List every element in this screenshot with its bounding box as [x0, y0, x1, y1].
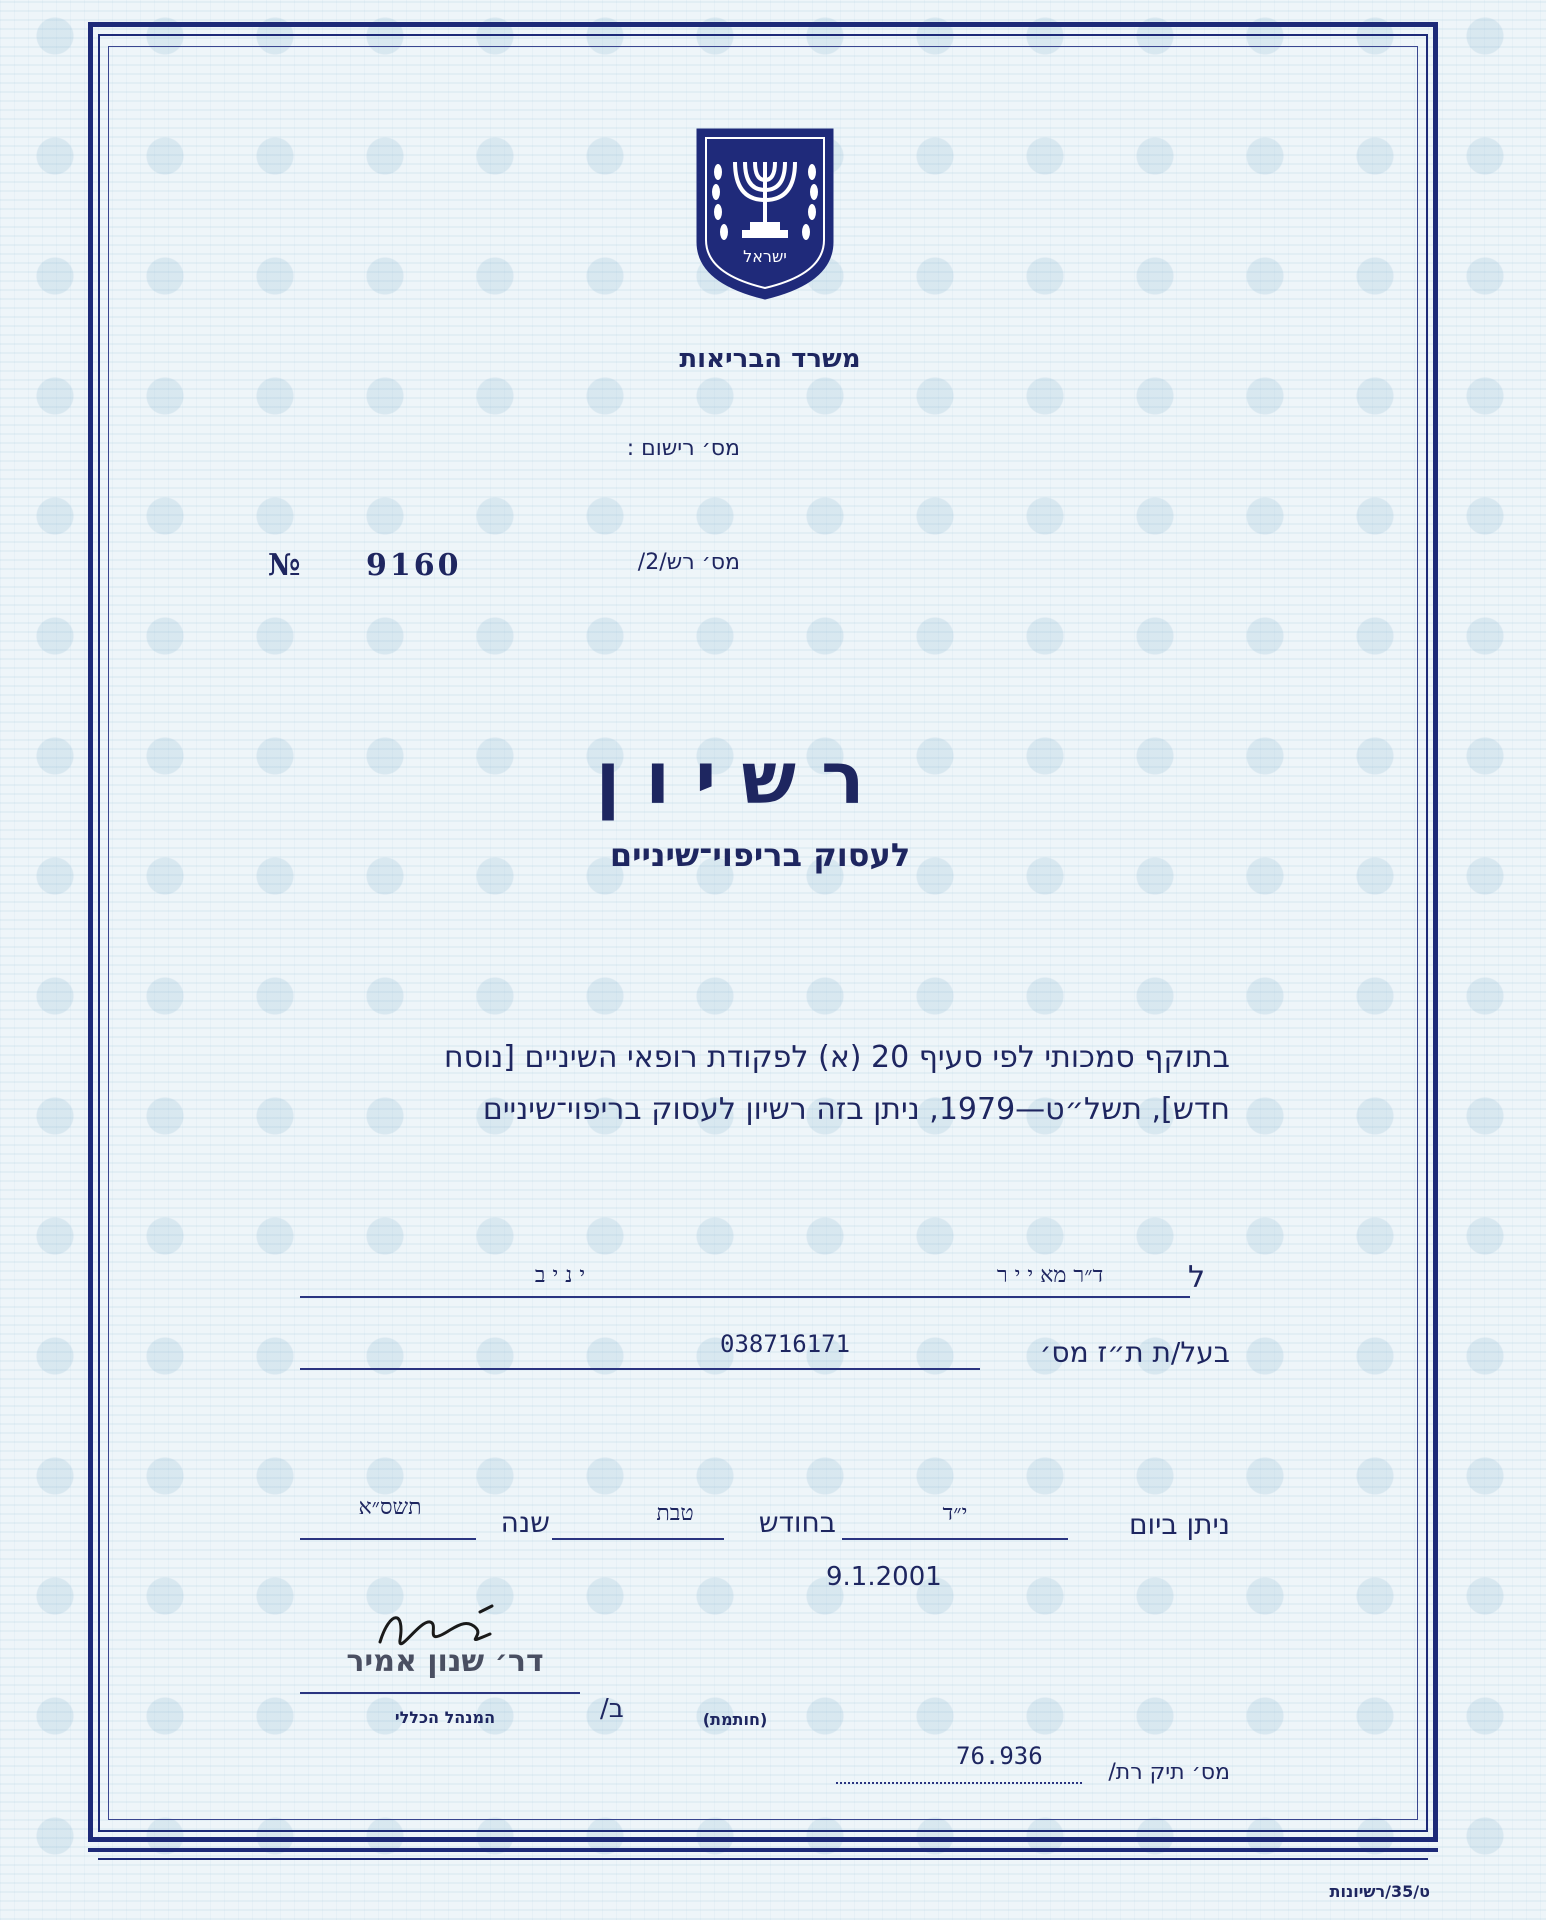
year-underline — [300, 1538, 476, 1540]
day-underline — [842, 1538, 1068, 1540]
issue-year-label: שנה — [500, 1506, 550, 1539]
signature-underline — [300, 1692, 580, 1694]
seal-label: (חותמת) — [702, 1710, 768, 1729]
signature-ref-label: ב/ — [600, 1694, 624, 1724]
state-emblem-icon — [690, 122, 840, 302]
file-dotted-line — [836, 1782, 1082, 1784]
body-line-2: חדש], תשל״ט—1979, ניתן בזה רשיון לעסוק בריפוי־שיניים — [482, 1092, 1230, 1127]
signer-title: המנהל הכללי — [394, 1708, 496, 1727]
id-underline — [300, 1368, 980, 1370]
form-code: ט/35/רשיונות — [1329, 1882, 1430, 1901]
month-underline — [552, 1538, 724, 1540]
license-subtitle: לעסוק בריפוי־שיניים — [609, 836, 911, 874]
ministry-name: משרד הבריאות — [679, 344, 861, 374]
inner-border — [108, 46, 1418, 1820]
issue-day: י״ד — [942, 1501, 968, 1526]
recipient-prefix: ל — [1188, 1260, 1206, 1295]
certificate-number: 9160 — [366, 548, 462, 583]
emblem-text: ישראל — [743, 247, 787, 266]
gregorian-date: 9.1.2001 — [826, 1562, 942, 1592]
name-underline — [300, 1296, 1190, 1298]
license-title: ר ש י ו ן — [595, 736, 865, 820]
file-number: 76.936 — [956, 1742, 1043, 1770]
file-label: מס׳ תיק רת/ — [1108, 1760, 1230, 1785]
issue-month-label: בחודש — [758, 1506, 836, 1539]
signer-name: דר׳ שנון אמיר — [346, 1644, 544, 1679]
recipient-first-name: ד״ר מא י י ר — [996, 1263, 1104, 1288]
recipient-last-name: י נ י ב — [534, 1263, 586, 1288]
registration-label: מס׳ רישום : — [626, 436, 740, 461]
issue-day-label: ניתן ביום — [1128, 1508, 1230, 1541]
id-label: בעל/ת ת״ז מס׳ — [1039, 1336, 1230, 1369]
issue-month: טבת — [656, 1501, 694, 1526]
number-symbol: № — [268, 548, 301, 583]
bottom-rule-thin — [98, 1858, 1428, 1860]
issue-year: תשס״א — [358, 1495, 422, 1520]
bottom-rule — [88, 1848, 1438, 1852]
id-number: 038716171 — [720, 1330, 851, 1358]
series-label: מס׳ רש/2/ — [637, 550, 740, 575]
body-line-1: בתוקף סמכותי לפי סעיף 20 (א) לפקודת רופאי השיניים [נוסח — [444, 1040, 1230, 1075]
